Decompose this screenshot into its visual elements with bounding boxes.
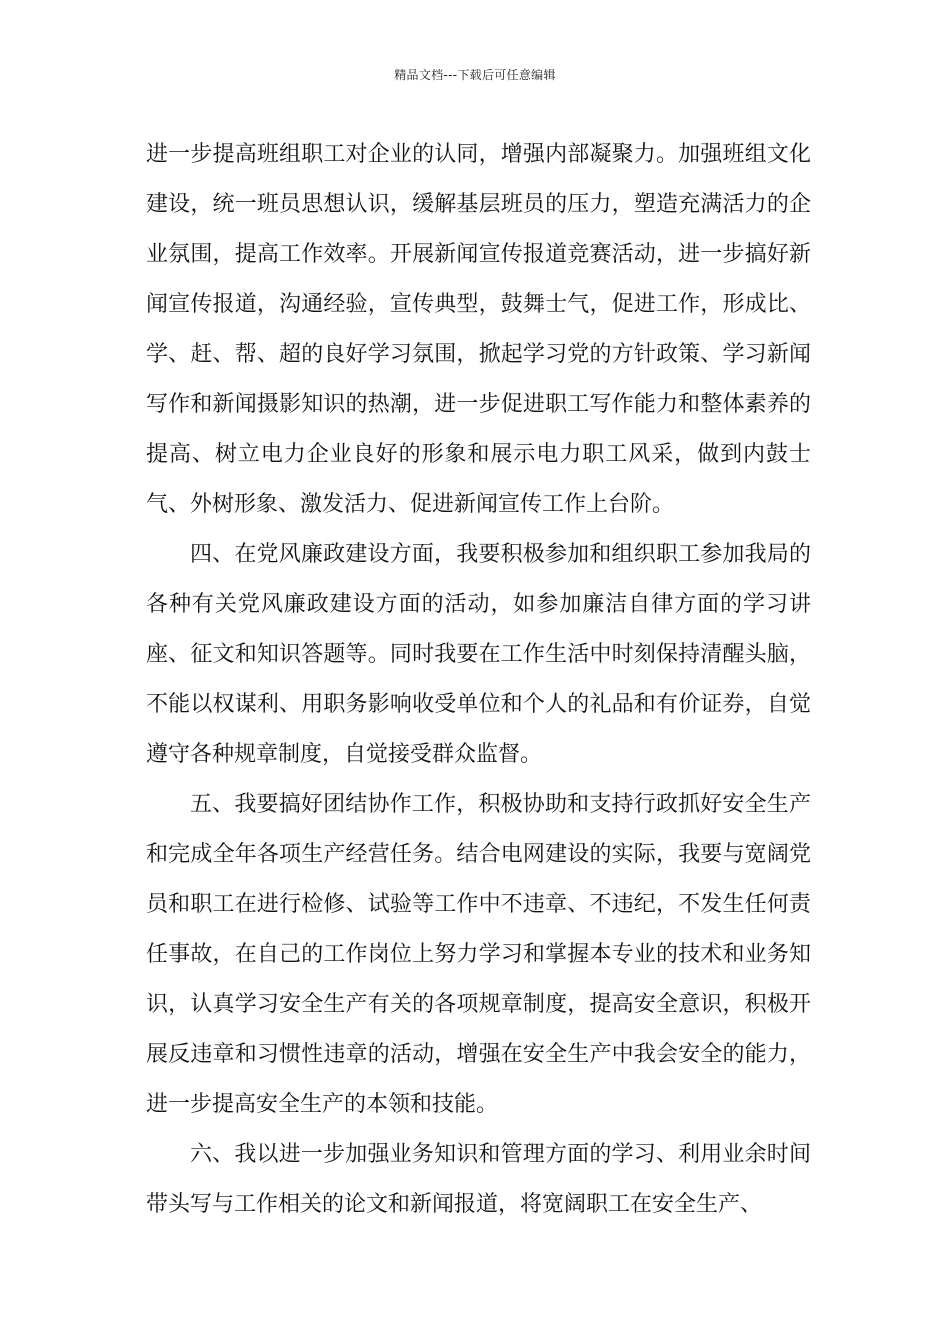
document-body xyxy=(146,130,811,1230)
page-header: 精品文档---下载后可任意编辑 xyxy=(394,68,556,82)
paragraph-4: 六、我以进一步加强业务知识和管理方面的学习、利用业余时间带头写与工作相关的论文和新闻报道，将宽阔职工在安全生产、 xyxy=(146,1142,811,1217)
paragraph-1: 进一步提高班组职工对企业的认同，增强内部凝聚力。加强班组文化建设，统一班员思想认识，缓解基层班员的压力，塑造充满活力的企业氛围，提高工作效率。开展新闻宣传报道竞赛活动，进一步搞好新闻宣传报道，沟通经验，宣传典型，鼓舞士气，促进工作，形成比、学、赶、帮、超的良好学习氛围，掀起学习党的方针政策、学习新闻写作和新闻摄影知识的热潮，进一步促进职工写作能力和整体素养的提高、树立电力企业良好的形象和展示电力职工风采，做到内鼓士气、外树形象、激发活力、促进新闻宣传工作上台阶。 xyxy=(146,142,811,517)
paragraph-3: 五、我要搞好团结协作工作，积极协助和支持行政抓好安全生产和完成全年各项生产经营任务。结合电网建设的实际，我要与宽阔党员和职工在进行检修、试验等工作中不违章、不违纪，不发生任何责任事故，在自己的工作岗位上努力学习和掌握本专业的技术和业务知识，认真学习安全生产有关的各项规章制度，提高安全意识，积极开展反违章和习惯性违章的活动，增强在安全生产中我会安全的能力，进一步提高安全生产的本领和技能。 xyxy=(146,792,811,1117)
paragraph-2: 四、在党风廉政建设方面，我要积极参加和组织职工参加我局的各种有关党风廉政建设方面的活动，如参加廉洁自律方面的学习讲座、征文和知识答题等。同时我要在工作生活中时刻保持清醒头脑，不能以权谋利、用职务影响收受单位和个人的礼品和有价证券，自觉遵守各种规章制度，自觉接受群众监督。 xyxy=(146,542,811,767)
